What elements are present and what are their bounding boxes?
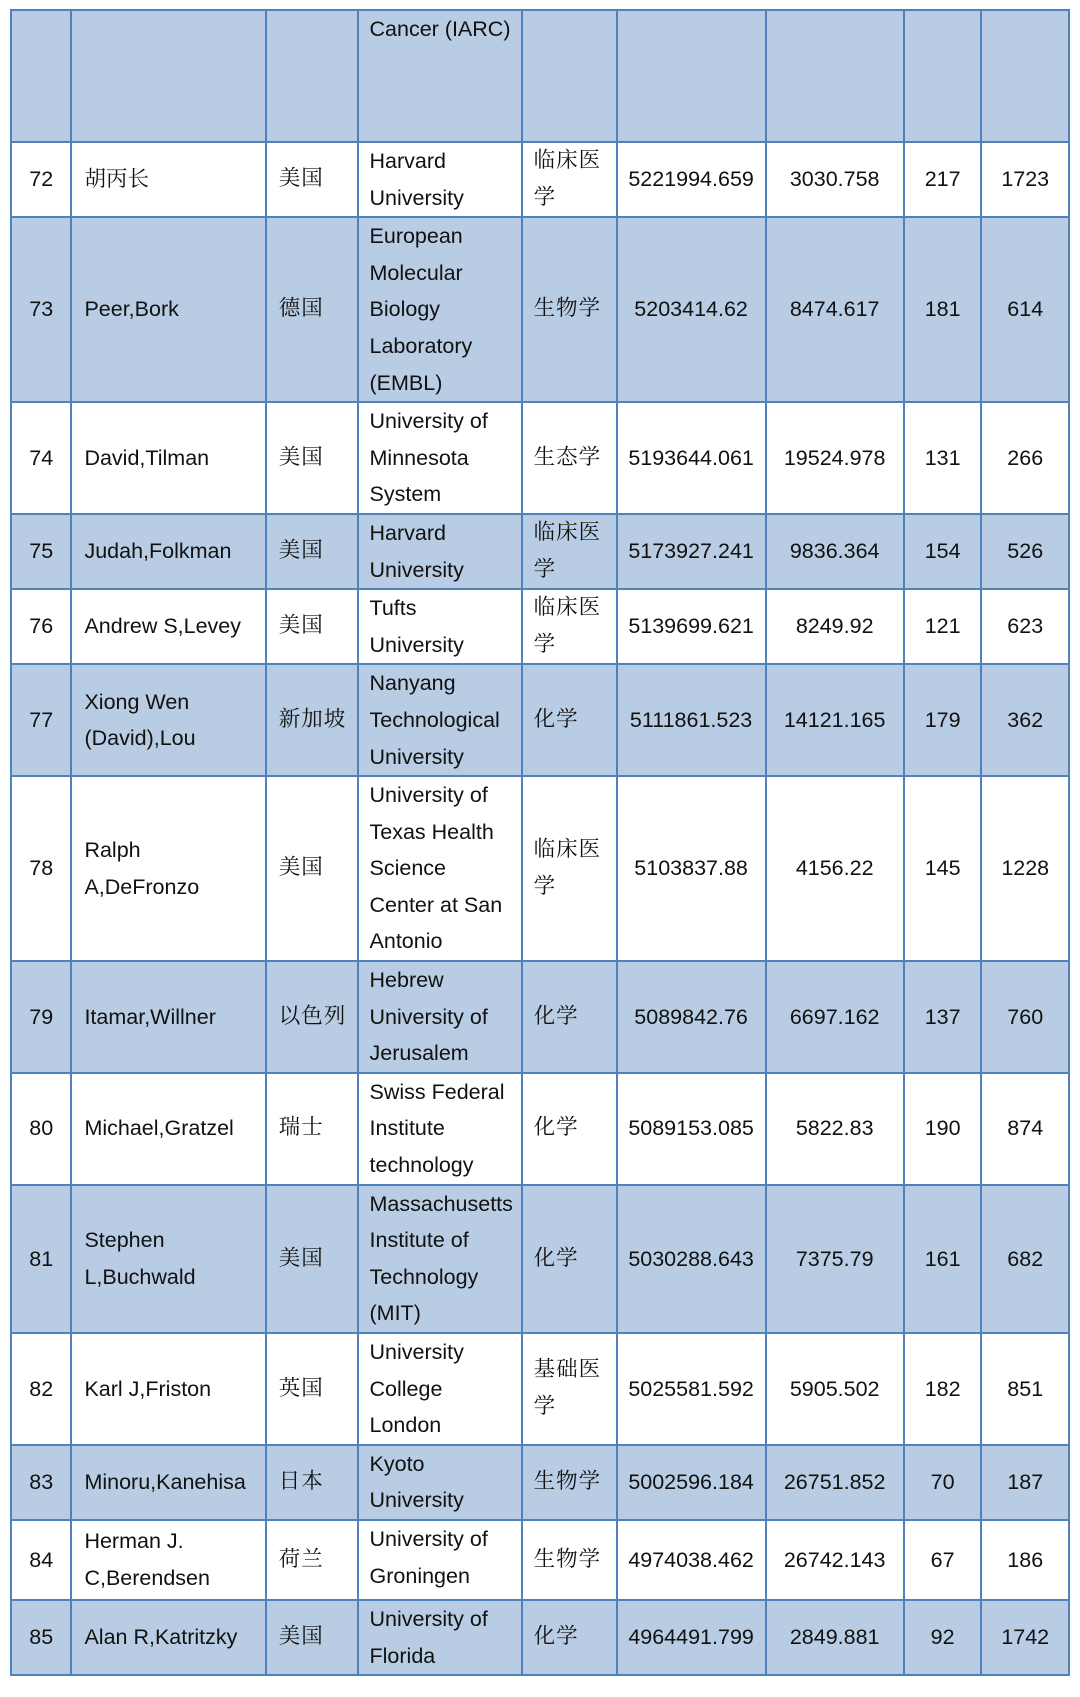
table-row: [11, 664, 1069, 776]
institution-cell: Swiss Federal Institute technology: [358, 1073, 522, 1185]
institution-cell: University of Minnesota System: [358, 402, 522, 514]
h-index-cell: 182: [904, 1333, 982, 1445]
rank-cell: 78: [11, 776, 71, 961]
papers-cell: 526: [981, 514, 1069, 589]
h-index-cell: [904, 10, 982, 142]
institution-cell: Harvard University: [358, 142, 522, 217]
name-cell: [71, 10, 265, 142]
average-cell: 14121.165: [766, 664, 904, 776]
field-cell: 生态学: [522, 402, 617, 514]
papers-cell: 187: [981, 1445, 1069, 1520]
papers-cell: 874: [981, 1073, 1069, 1185]
average-cell: 6697.162: [766, 961, 904, 1073]
name-cell: Minoru,Kanehisa: [71, 1445, 265, 1520]
table-row: [11, 589, 1069, 664]
h-index-cell: 67: [904, 1520, 982, 1600]
average-cell: 26751.852: [766, 1445, 904, 1520]
rank-cell: 75: [11, 514, 71, 589]
rank-cell: [11, 10, 71, 142]
score-cell: 5111861.523: [617, 664, 766, 776]
h-index-cell: 190: [904, 1073, 982, 1185]
average-cell: 2849.881: [766, 1600, 904, 1675]
average-cell: 4156.22: [766, 776, 904, 961]
table-row: [11, 142, 1069, 217]
score-cell: 5089153.085: [617, 1073, 766, 1185]
country-cell: 瑞士: [266, 1073, 358, 1185]
papers-cell: 760: [981, 961, 1069, 1073]
field-cell: 化学: [522, 1185, 617, 1333]
score-cell: 5089842.76: [617, 961, 766, 1073]
score-cell: 5030288.643: [617, 1185, 766, 1333]
score-cell: 5173927.241: [617, 514, 766, 589]
country-cell: 美国: [266, 589, 358, 664]
average-cell: 8474.617: [766, 217, 904, 402]
institution-cell: Nanyang Technological University: [358, 664, 522, 776]
table-row: [11, 776, 1069, 961]
average-cell: 5905.502: [766, 1333, 904, 1445]
name-cell: Xiong Wen (David),Lou: [71, 664, 265, 776]
institution-cell: European Molecular Biology Laboratory (EMBL): [358, 217, 522, 402]
score-cell: 5203414.62: [617, 217, 766, 402]
field-cell: 临床医学: [522, 514, 617, 589]
name-cell: Herman J. C,Berendsen: [71, 1520, 265, 1600]
institution-cell: Harvard University: [358, 514, 522, 589]
papers-cell: 362: [981, 664, 1069, 776]
name-cell: Judah,Folkman: [71, 514, 265, 589]
field-cell: 化学: [522, 961, 617, 1073]
h-index-cell: 154: [904, 514, 982, 589]
institution-cell: University of Florida: [358, 1600, 522, 1675]
name-cell: Michael,Gratzel: [71, 1073, 265, 1185]
average-cell: 5822.83: [766, 1073, 904, 1185]
table-row: [11, 514, 1069, 589]
institution-cell: Massachusetts Institute of Technology (MIT): [358, 1185, 522, 1333]
score-cell: 5103837.88: [617, 776, 766, 961]
rank-cell: 73: [11, 217, 71, 402]
rank-cell: 80: [11, 1073, 71, 1185]
h-index-cell: 137: [904, 961, 982, 1073]
score-cell: 4964491.799: [617, 1600, 766, 1675]
ranking-table-container: [10, 9, 1070, 1676]
ranking-table: [10, 9, 1070, 1676]
field-cell: 生物学: [522, 217, 617, 402]
table-row: [11, 1185, 1069, 1333]
score-cell: 5221994.659: [617, 142, 766, 217]
table-row: [11, 10, 1069, 142]
country-cell: 美国: [266, 776, 358, 961]
rank-cell: 84: [11, 1520, 71, 1600]
rank-cell: 72: [11, 142, 71, 217]
score-cell: [617, 10, 766, 142]
name-cell: 胡丙长: [71, 142, 265, 217]
field-cell: 化学: [522, 664, 617, 776]
rank-cell: 77: [11, 664, 71, 776]
field-cell: 生物学: [522, 1520, 617, 1600]
table-row: [11, 1073, 1069, 1185]
papers-cell: 1742: [981, 1600, 1069, 1675]
score-cell: 5002596.184: [617, 1445, 766, 1520]
name-cell: Itamar,Willner: [71, 961, 265, 1073]
papers-cell: 614: [981, 217, 1069, 402]
table-body: [11, 10, 1069, 1675]
h-index-cell: 145: [904, 776, 982, 961]
score-cell: 5139699.621: [617, 589, 766, 664]
institution-cell: University of Texas Health Science Center at San Antonio: [358, 776, 522, 961]
country-cell: 德国: [266, 217, 358, 402]
field-cell: 基础医学: [522, 1333, 617, 1445]
field-cell: 化学: [522, 1600, 617, 1675]
country-cell: 荷兰: [266, 1520, 358, 1600]
rank-cell: 76: [11, 589, 71, 664]
h-index-cell: 161: [904, 1185, 982, 1333]
country-cell: [266, 10, 358, 142]
papers-cell: 851: [981, 1333, 1069, 1445]
institution-cell: Tufts University: [358, 589, 522, 664]
field-cell: 生物学: [522, 1445, 617, 1520]
rank-cell: 85: [11, 1600, 71, 1675]
country-cell: 美国: [266, 1600, 358, 1675]
table-row: [11, 1600, 1069, 1675]
table-row: [11, 1333, 1069, 1445]
institution-cell: Hebrew University of Jerusalem: [358, 961, 522, 1073]
country-cell: 美国: [266, 514, 358, 589]
h-index-cell: 179: [904, 664, 982, 776]
institution-cell: Cancer (IARC): [358, 10, 522, 142]
rank-cell: 79: [11, 961, 71, 1073]
name-cell: Stephen L,Buchwald: [71, 1185, 265, 1333]
country-cell: 美国: [266, 402, 358, 514]
average-cell: 7375.79: [766, 1185, 904, 1333]
name-cell: David,Tilman: [71, 402, 265, 514]
papers-cell: 1723: [981, 142, 1069, 217]
table-row: [11, 961, 1069, 1073]
average-cell: [766, 10, 904, 142]
table-row: [11, 1520, 1069, 1600]
average-cell: 9836.364: [766, 514, 904, 589]
average-cell: 8249.92: [766, 589, 904, 664]
country-cell: 美国: [266, 142, 358, 217]
institution-cell: University College London: [358, 1333, 522, 1445]
score-cell: 5025581.592: [617, 1333, 766, 1445]
name-cell: Karl J,Friston: [71, 1333, 265, 1445]
country-cell: 新加坡: [266, 664, 358, 776]
table-row: [11, 402, 1069, 514]
average-cell: 3030.758: [766, 142, 904, 217]
papers-cell: 623: [981, 589, 1069, 664]
country-cell: 美国: [266, 1185, 358, 1333]
rank-cell: 74: [11, 402, 71, 514]
name-cell: Alan R,Katritzky: [71, 1600, 265, 1675]
institution-cell: University of Groningen: [358, 1520, 522, 1600]
country-cell: 日本: [266, 1445, 358, 1520]
name-cell: Ralph A,DeFronzo: [71, 776, 265, 961]
papers-cell: 186: [981, 1520, 1069, 1600]
h-index-cell: 92: [904, 1600, 982, 1675]
field-cell: [522, 10, 617, 142]
field-cell: 临床医学: [522, 589, 617, 664]
average-cell: 26742.143: [766, 1520, 904, 1600]
papers-cell: [981, 10, 1069, 142]
name-cell: Andrew S,Levey: [71, 589, 265, 664]
field-cell: 临床医学: [522, 142, 617, 217]
field-cell: 化学: [522, 1073, 617, 1185]
h-index-cell: 121: [904, 589, 982, 664]
country-cell: 英国: [266, 1333, 358, 1445]
table-row: [11, 217, 1069, 402]
name-cell: Peer,Bork: [71, 217, 265, 402]
field-cell: 临床医学: [522, 776, 617, 961]
papers-cell: 266: [981, 402, 1069, 514]
country-cell: 以色列: [266, 961, 358, 1073]
papers-cell: 1228: [981, 776, 1069, 961]
institution-cell: Kyoto University: [358, 1445, 522, 1520]
score-cell: 4974038.462: [617, 1520, 766, 1600]
average-cell: 19524.978: [766, 402, 904, 514]
rank-cell: 81: [11, 1185, 71, 1333]
h-index-cell: 70: [904, 1445, 982, 1520]
h-index-cell: 131: [904, 402, 982, 514]
rank-cell: 82: [11, 1333, 71, 1445]
h-index-cell: 217: [904, 142, 982, 217]
papers-cell: 682: [981, 1185, 1069, 1333]
score-cell: 5193644.061: [617, 402, 766, 514]
h-index-cell: 181: [904, 217, 982, 402]
table-row: [11, 1445, 1069, 1520]
rank-cell: 83: [11, 1445, 71, 1520]
